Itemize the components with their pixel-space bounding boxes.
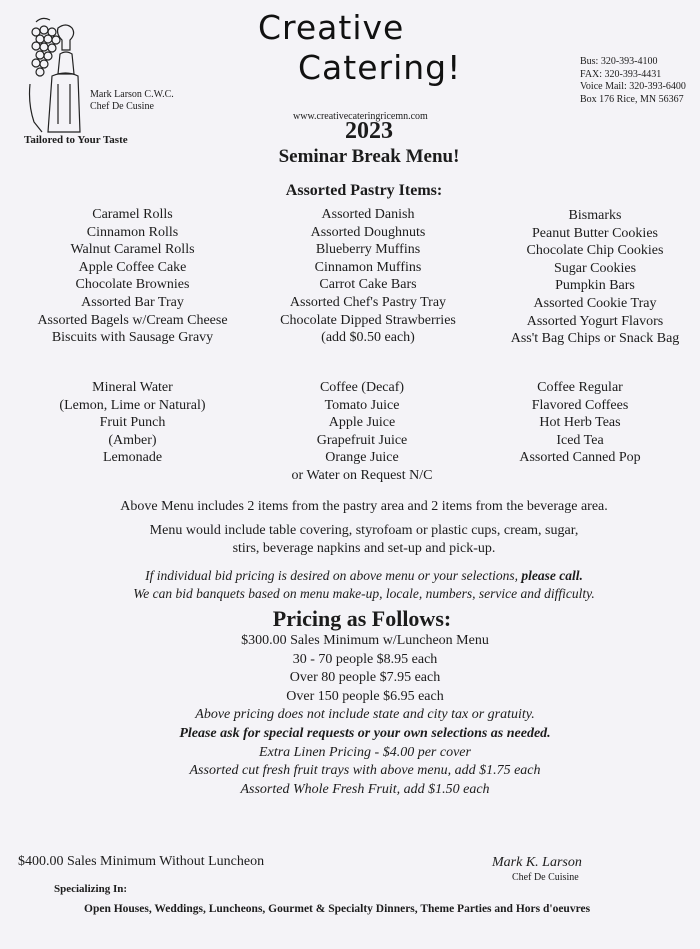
menu-title: Seminar Break Menu! xyxy=(278,146,460,167)
pastry-heading: Assorted Pastry Items: xyxy=(285,182,443,199)
list-item: Apple Juice xyxy=(328,415,396,431)
chef-title: Chef De Cusine xyxy=(90,101,154,112)
list-item: Chocolate Brownies xyxy=(75,277,190,293)
list-item: Peanut Butter Cookies xyxy=(532,225,658,241)
price-line: 30 - 70 people $8.95 each xyxy=(292,651,438,667)
brand-line-1: Creative xyxy=(258,8,405,47)
pricing-list xyxy=(0,632,700,799)
list-item: Fruit Punch xyxy=(99,415,166,431)
menu-year: 2023 xyxy=(345,118,393,144)
menu-note-line: stirs, beverage napkins and set-up and pick-up. xyxy=(232,541,496,556)
list-item: Mineral Water xyxy=(92,380,173,395)
pastry-column-1 xyxy=(30,206,235,347)
contact-info xyxy=(580,56,686,106)
bid-pricing-note xyxy=(0,567,700,603)
signature-name: Mark K. Larson xyxy=(492,855,582,870)
list-item: Biscuits with Sausage Gravy xyxy=(51,330,214,346)
price-line: Over 80 people $7.95 each xyxy=(289,670,441,686)
pastry-column-2 xyxy=(258,206,478,347)
list-item: Walnut Caramel Rolls xyxy=(70,242,195,258)
list-item: (Amber) xyxy=(108,432,157,448)
list-item: Iced Tea xyxy=(556,432,604,448)
sales-minimum: $400.00 Sales Minimum Without Luncheon xyxy=(18,854,265,869)
extra-price-line: Assorted Whole Fresh Fruit, add $1.50 each xyxy=(240,781,490,797)
includes-note: Above Menu includes 2 items from the pastry area and 2 items from the beverage area. xyxy=(120,499,608,514)
special-requests-note: Please ask for special requests or your own selections as needed. xyxy=(179,725,551,741)
list-item: Assorted Bagels w/Cream Cheese xyxy=(37,312,228,328)
list-item: Assorted Canned Pop xyxy=(519,450,641,466)
list-item: Assorted Yogurt Flavors xyxy=(526,313,664,329)
beverage-column-2 xyxy=(272,379,452,485)
list-item: Flavored Coffees xyxy=(531,397,629,413)
bid-note-line xyxy=(28,567,700,585)
bid-note-text: If individual bid pricing is desired on above menu or your selections, xyxy=(145,568,522,583)
list-item: Grapefruit Juice xyxy=(316,432,408,448)
list-item: Pumpkin Bars xyxy=(555,278,635,294)
menu-note-line: Menu would include table covering, styrofoam or plastic cups, cream, sugar, xyxy=(149,523,579,538)
list-item: Bismarks xyxy=(568,208,622,223)
menu-includes-note xyxy=(0,522,700,558)
list-item: Coffee (Decaf) xyxy=(319,380,405,395)
list-item: Ass't Bag Chips or Snack Bag xyxy=(510,331,680,347)
list-item: Tomato Juice xyxy=(324,397,400,413)
list-item: (add $0.50 each) xyxy=(321,330,415,346)
contact-line: FAX: 320-393-4431 xyxy=(580,68,662,80)
list-item: Assorted Chef's Pastry Tray xyxy=(289,294,447,310)
tagline: Tailored to Your Taste xyxy=(24,134,128,146)
list-item: Chocolate Dipped Strawberries xyxy=(280,312,456,328)
beverage-column-3 xyxy=(495,379,665,467)
brand-line-2: Catering! xyxy=(298,48,462,87)
list-item: (Lemon, Lime or Natural) xyxy=(59,397,206,413)
list-item: or Water on Request N/C xyxy=(291,467,433,483)
beverage-column-1 xyxy=(40,379,225,467)
list-item: Hot Herb Teas xyxy=(539,415,621,431)
brand-logo-text xyxy=(258,8,488,88)
price-line: $300.00 Sales Minimum w/Luncheon Menu xyxy=(241,633,489,648)
list-item: Cinnamon Rolls xyxy=(86,224,179,240)
list-item: Assorted Danish xyxy=(321,207,415,222)
chef-credit xyxy=(90,89,174,113)
website-link[interactable]: www.creativecateringricemn.com xyxy=(293,111,428,122)
list-item: Orange Juice xyxy=(325,450,399,466)
list-item: Assorted Bar Tray xyxy=(81,294,184,310)
bid-note-line: We can bid banquets based on menu make-up, locale, numbers, service and difficulty. xyxy=(133,586,595,601)
contact-line: Bus: 320-393-4100 xyxy=(580,56,658,67)
list-item: Apple Coffee Cake xyxy=(78,259,187,275)
list-item: Assorted Cookie Tray xyxy=(533,295,657,311)
contact-line: Box 176 Rice, MN 56367 xyxy=(580,93,684,105)
pricing-heading: Pricing as Follows: xyxy=(272,606,452,631)
bid-note-call: please call. xyxy=(521,568,583,583)
list-item: Chocolate Chip Cookies xyxy=(526,243,664,259)
list-item: Coffee Regular xyxy=(537,380,623,395)
list-item: Carrot Cake Bars xyxy=(319,277,417,293)
list-item: Sugar Cookies xyxy=(553,260,637,276)
tax-note: Above pricing does not include state and city tax or gratuity. xyxy=(195,707,535,723)
list-item: Blueberry Muffins xyxy=(315,242,421,258)
chef-name: Mark Larson C.W.C. xyxy=(90,89,174,100)
price-line: Over 150 people $6.95 each xyxy=(286,688,444,704)
signature-title: Chef De Cuisine xyxy=(512,872,579,883)
list-item: Cinnamon Muffins xyxy=(314,259,422,275)
extra-price-line: Assorted cut fresh fruit trays with above menu, add $1.75 each xyxy=(189,763,541,779)
list-item: Lemonade xyxy=(102,450,163,466)
specializing-label: Specializing In: xyxy=(54,883,128,895)
specializing-text: Open Houses, Weddings, Luncheons, Gourmet & Specialty Dinners, Theme Parties and Hors d'oeuvres xyxy=(84,903,591,915)
pastry-column-3 xyxy=(495,207,695,348)
contact-line: Voice Mail: 320-393-6400 xyxy=(580,81,686,92)
list-item: Assorted Doughnuts xyxy=(310,224,426,240)
chef-grapes-logo-icon xyxy=(22,14,84,134)
extra-price-line: Extra Linen Pricing - $4.00 per cover xyxy=(259,744,471,760)
list-item: Caramel Rolls xyxy=(92,207,173,222)
